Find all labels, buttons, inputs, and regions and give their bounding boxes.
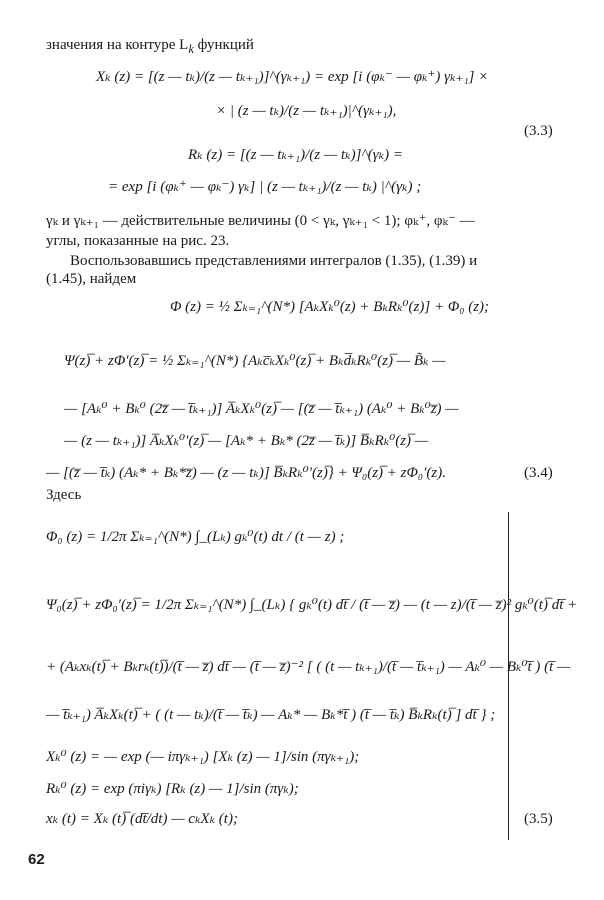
equation-x-line1: Xₖ (z) = [(z — tₖ)/(z — tₖ₊₁)]^(γₖ₊₁) = exp [i (φₖ⁻ — φₖ⁺) γₖ₊₁] × [96, 69, 489, 85]
equation-psi0-line3: — t̅ₖ₊₁) A̅ₖXₖ(t)̅ + ( (t — tₖ)/(t̅ — t̅ₖ) — Aₖ* — Bₖ*t̅ ) (t̅ — t̅ₖ) B̅ₖRₖ(t)̅ ] dt̅ } ; [46, 707, 496, 723]
equation-psi-line1: Ψ(z)̅ + zΦ′(z)̅ = ½ Σₖ₌₁^(N*) {Aₖc̅ₖXₖ⁰(z)̅ + Bₖd̅ₖRₖ⁰(z)̅ — B̃ₖ — [64, 353, 446, 369]
using-line: Воспользовавшись представлениями интегралов (1.35), (1.39) и [70, 253, 478, 269]
equation-r-line1: Rₖ (z) = [(z — tₖ₊₁)/(z — tₖ)]^(γₖ) = [188, 147, 403, 163]
equation-psi0-line1: Ψ₀(z)̅ + zΦ₀′(z)̅ = 1/2π Σₖ₌₁^(N*) ∫_(Lₖ) { gₖ⁰(t) dt̅ / (t̅ — z̅) — (t — z)/(t̅ — z̅)² gₖ⁰(t)̅ dt̅ + [46, 597, 578, 613]
equation-psi-line3: — (z — tₖ₊₁)] A̅ₖXₖ⁰′(z)̅ — [Aₖ* + Bₖ* (2z̅ — t̅ₖ)] B̅ₖRₖ⁰(z)̅ — [64, 433, 429, 449]
equation-xk0: Xₖ⁰ (z) = — exp (— iπγₖ₊₁) [Xₖ (z) — 1]/sin (πγₖ₊₁); [46, 749, 360, 765]
equation-xk: xₖ (t) = Xₖ (t)̅ (dt̅/dt) — cₖXₖ (t); [46, 811, 238, 827]
intro-sub: k [188, 42, 194, 56]
equation-number-3-3: (3.3) [524, 123, 553, 139]
equation-number-3-5: (3.5) [524, 811, 553, 827]
equation-r-line2: = exp [i (φₖ⁺ — φₖ⁻) γₖ] | (z — tₖ₊₁)/(z — tₖ) |^(γₖ) ; [108, 179, 422, 195]
page-number: 62 [28, 851, 45, 868]
equation-psi0-line2: + (Aₖxₖ(t)̅ + Bₖrₖ(t)̅)/(t̅ — z̅) dt̅ — (t̅ — z̅)⁻² [ ( (t — tₖ₊₁)/(t̅ — t̅ₖ₊₁) — Aₖ⁰ — Bₖ⁰t̅ ) (t̅ — [46, 659, 571, 675]
angles-description: углы, показанные на рис. 23. [46, 233, 230, 249]
equation-psi-line2: — [Aₖ⁰ + Bₖ⁰ (2z̅ — t̅ₖ₊₁)] A̅ₖXₖ⁰(z)̅ — [(z̅ — t̅ₖ₊₁) (Aₖ⁰ + Bₖ⁰z̅) — [64, 401, 459, 417]
equation-x-line2: × | (z — tₖ)/(z — tₖ₊₁)|^(γₖ₊₁), [216, 103, 397, 119]
gamma-description: γₖ и γₖ₊₁ — действительные величины (0 < γₖ, γₖ₊₁ < 1); φₖ⁺, φₖ⁻ — [46, 213, 475, 229]
equation-number-3-4: (3.4) [524, 465, 553, 481]
using-line-2: (1.45), найдем [46, 271, 137, 287]
equation-phi: Φ (z) = ½ Σₖ₌₁^(N*) [AₖXₖ⁰(z) + BₖRₖ⁰(z)] + Φ₀ (z); [170, 299, 490, 315]
equation-phi0: Φ₀ (z) = 1/2π Σₖ₌₁^(N*) ∫_(Lₖ) gₖ⁰(t) dt / (t — z) ; [46, 529, 345, 545]
intro-line [46, 36, 254, 58]
equation-psi-line4: — [(z̅ — t̅ₖ) (Aₖ* + Bₖ*z̅) — (z — tₖ)] B̅ₖRₖ⁰′(z)̅} + Ψ₀(z)̅ + zΦ₀′(z). [46, 465, 446, 481]
equation-group-brace [508, 512, 509, 840]
intro-text: значения на контуре L [46, 37, 189, 53]
equation-rk0: Rₖ⁰ (z) = exp (πiγₖ) [Rₖ (z) — 1]/sin (πγₖ); [46, 781, 299, 797]
intro-tail: функций [193, 37, 254, 53]
here-label: Здесь [46, 487, 82, 503]
